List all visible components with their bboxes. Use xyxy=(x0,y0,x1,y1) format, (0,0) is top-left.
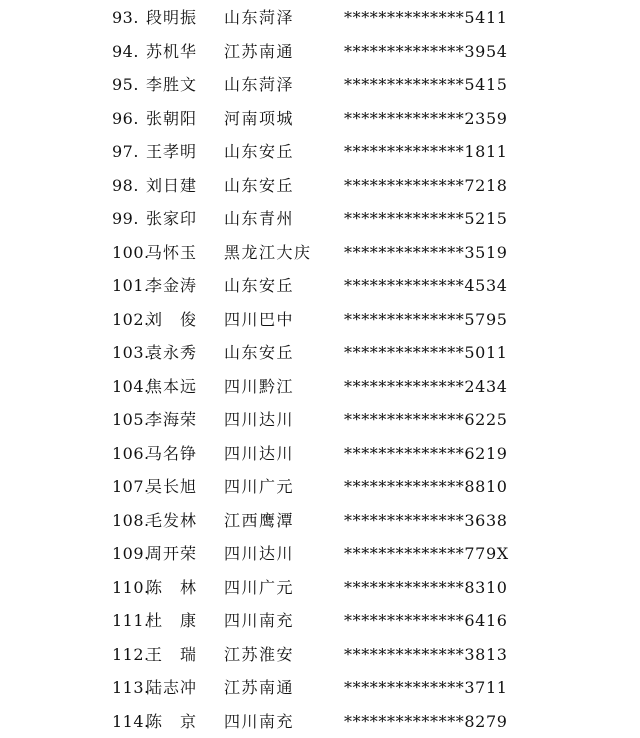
hometown: 江苏淮安 xyxy=(224,638,334,672)
list-item xyxy=(0,571,640,605)
list-item xyxy=(0,102,640,136)
hometown: 山东安丘 xyxy=(224,135,334,169)
list-item xyxy=(0,537,640,571)
person-name: 李金涛 xyxy=(146,269,226,303)
entry-number: 99. xyxy=(112,202,156,236)
list-item xyxy=(0,336,640,370)
hometown: 河南项城 xyxy=(224,102,334,136)
entry-number: 103. xyxy=(112,336,156,370)
entry-number: 102. xyxy=(112,303,156,337)
person-name: 马名铮 xyxy=(146,437,226,471)
entry-number: 108. xyxy=(112,504,156,538)
entry-number: 112. xyxy=(112,638,156,672)
person-name: 袁永秀 xyxy=(146,336,226,370)
masked-id-number: **************3638 xyxy=(344,504,504,538)
hometown: 四川广元 xyxy=(224,470,334,504)
list-item xyxy=(0,35,640,69)
list-item xyxy=(0,202,640,236)
hometown: 四川南充 xyxy=(224,705,334,738)
person-name: 段明振 xyxy=(146,1,226,35)
entry-number: 104. xyxy=(112,370,156,404)
masked-id-number: **************3813 xyxy=(344,638,504,672)
hometown: 四川达川 xyxy=(224,537,334,571)
person-name: 苏机华 xyxy=(146,35,226,69)
masked-id-number: **************8279 xyxy=(344,705,504,738)
masked-id-number: **************5415 xyxy=(344,68,504,102)
entry-number: 107. xyxy=(112,470,156,504)
masked-id-number: **************5411 xyxy=(344,1,504,35)
masked-id-number: **************5215 xyxy=(344,202,504,236)
list-item xyxy=(0,169,640,203)
hometown: 山东青州 xyxy=(224,202,334,236)
entry-number: 93. xyxy=(112,1,156,35)
list-item xyxy=(0,437,640,471)
list-item xyxy=(0,236,640,270)
entry-number: 100. xyxy=(112,236,156,270)
hometown: 山东菏泽 xyxy=(224,68,334,102)
hometown: 江西鹰潭 xyxy=(224,504,334,538)
list-item xyxy=(0,370,640,404)
hometown: 四川黔江 xyxy=(224,370,334,404)
person-name: 刘 俊 xyxy=(146,303,226,337)
masked-id-number: **************3711 xyxy=(344,671,504,705)
person-name: 张家印 xyxy=(146,202,226,236)
person-name: 张朝阳 xyxy=(146,102,226,136)
hometown: 山东菏泽 xyxy=(224,1,334,35)
masked-id-number: **************6219 xyxy=(344,437,504,471)
list-item xyxy=(0,403,640,437)
masked-id-number: **************2359 xyxy=(344,102,504,136)
person-name: 李胜文 xyxy=(146,68,226,102)
entry-number: 101. xyxy=(112,269,156,303)
hometown: 四川南充 xyxy=(224,604,334,638)
masked-id-number: **************5795 xyxy=(344,303,504,337)
masked-id-number: **************8310 xyxy=(344,571,504,605)
list-item xyxy=(0,269,640,303)
person-name: 焦本远 xyxy=(146,370,226,404)
person-name: 毛发林 xyxy=(146,504,226,538)
list-item xyxy=(0,705,640,738)
list-item xyxy=(0,1,640,35)
person-name: 刘日建 xyxy=(146,169,226,203)
hometown: 江苏南通 xyxy=(224,35,334,69)
list-item xyxy=(0,504,640,538)
entry-number: 110. xyxy=(112,571,156,605)
masked-id-number: **************6225 xyxy=(344,403,504,437)
person-name: 马怀玉 xyxy=(146,236,226,270)
list-item xyxy=(0,135,640,169)
entry-number: 98. xyxy=(112,169,156,203)
list-item xyxy=(0,671,640,705)
entry-number: 105. xyxy=(112,403,156,437)
entry-number: 97. xyxy=(112,135,156,169)
hometown: 山东安丘 xyxy=(224,269,334,303)
masked-id-number: **************6416 xyxy=(344,604,504,638)
person-name: 杜 康 xyxy=(146,604,226,638)
hometown: 山东安丘 xyxy=(224,336,334,370)
hometown: 四川巴中 xyxy=(224,303,334,337)
masked-id-number: **************1811 xyxy=(344,135,504,169)
person-name: 周开荣 xyxy=(146,537,226,571)
person-name: 陈 林 xyxy=(146,571,226,605)
masked-id-number: **************2434 xyxy=(344,370,504,404)
person-name: 陆志冲 xyxy=(146,671,226,705)
entry-number: 114. xyxy=(112,705,156,738)
masked-id-number: **************779X xyxy=(344,537,504,571)
person-name: 李海荣 xyxy=(146,403,226,437)
entry-number: 111. xyxy=(112,604,156,638)
masked-id-number: **************3954 xyxy=(344,35,504,69)
masked-id-number: **************5011 xyxy=(344,336,504,370)
entry-number: 96. xyxy=(112,102,156,136)
list-item xyxy=(0,470,640,504)
hometown: 四川达川 xyxy=(224,403,334,437)
entry-number: 109. xyxy=(112,537,156,571)
masked-id-number: **************4534 xyxy=(344,269,504,303)
hometown: 江苏南通 xyxy=(224,671,334,705)
masked-id-number: **************7218 xyxy=(344,169,504,203)
hometown: 黑龙江大庆 xyxy=(224,236,334,270)
hometown: 山东安丘 xyxy=(224,169,334,203)
entry-number: 94. xyxy=(112,35,156,69)
masked-id-number: **************8810 xyxy=(344,470,504,504)
person-name: 王 瑞 xyxy=(146,638,226,672)
masked-id-number: **************3519 xyxy=(344,236,504,270)
person-name: 陈 京 xyxy=(146,705,226,738)
hometown: 四川广元 xyxy=(224,571,334,605)
list-item xyxy=(0,68,640,102)
entry-number: 113. xyxy=(112,671,156,705)
list-item xyxy=(0,303,640,337)
entry-number: 106. xyxy=(112,437,156,471)
person-name: 吴长旭 xyxy=(146,470,226,504)
entry-number: 95. xyxy=(112,68,156,102)
list-item xyxy=(0,604,640,638)
person-name: 王孝明 xyxy=(146,135,226,169)
hometown: 四川达川 xyxy=(224,437,334,471)
list-item xyxy=(0,638,640,672)
